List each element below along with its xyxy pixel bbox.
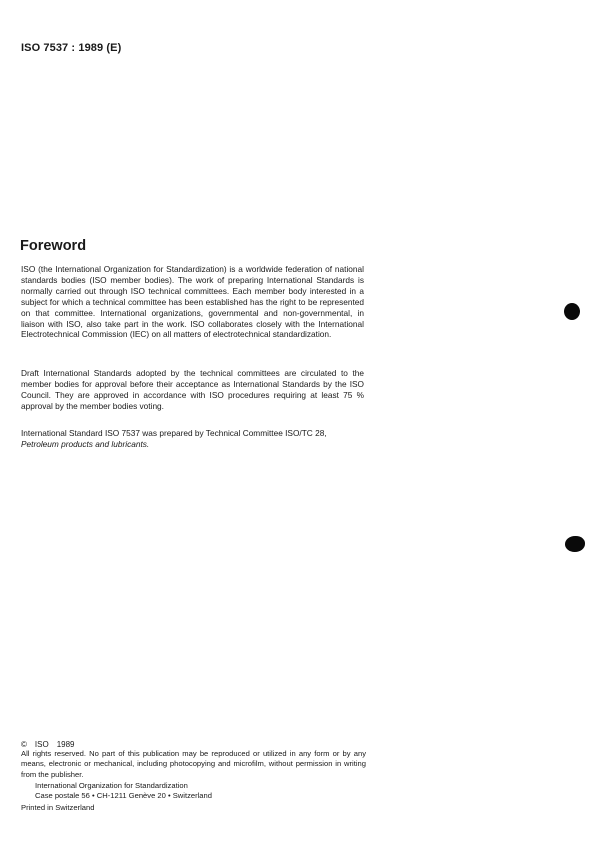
publisher-address bbox=[35, 781, 212, 802]
foreword-paragraph-1: ISO (the International Organization for Standardization) is a worldwide federation of national standards bodies (ISO member bodies). The work of preparing International Standards is normally carried out through ISO technical committees. Each member body interested in a subject for which a technical committee has been established has the right to be represented on that committee. International organizations, governmental and non-governmental, in liaison with ISO, also take part in the work. ISO collaborates closely with the International Electrotechnical Commission (IEC) on all matters of electrotechnical standardization. bbox=[21, 264, 364, 340]
document-id: ISO 7537 : 1989 (E) bbox=[21, 42, 122, 54]
printed-in: Printed in Switzerland bbox=[21, 803, 95, 812]
copyright-symbol: © bbox=[21, 740, 27, 749]
copyright-line bbox=[21, 740, 82, 749]
punch-hole-mark bbox=[564, 303, 580, 320]
committee-title: Petroleum products and lubricants. bbox=[21, 438, 150, 449]
foreword-paragraph-2: Draft International Standards adopted by the technical committees are circulated to the member bodies for approval before their acceptance as International Standards by the ISO Council. They are approved in accordance with ISO procedures requiring at least 75 % approval by the member bodies voting. bbox=[21, 368, 364, 411]
address-line-1: International Organization for Standardization bbox=[35, 781, 188, 790]
copyright-year: 1989 bbox=[56, 740, 75, 749]
copyright-org: ISO bbox=[34, 740, 49, 749]
punch-hole-mark bbox=[565, 536, 585, 552]
paragraph-3-lead: International Standard ISO 7537 was prepared by Technical Committee ISO/TC 28, bbox=[21, 428, 327, 438]
rights-notice: All rights reserved. No part of this publication may be reproduced or utilized in any form or by any means, electronic or mechanical, including photocopying and microfilm, without permission in writing from the publisher. bbox=[21, 749, 366, 779]
foreword-heading: Foreword bbox=[20, 238, 87, 254]
foreword-paragraph-3 bbox=[21, 428, 364, 450]
address-line-2: Case postale 56 • CH-1211 Genève 20 • Switzerland bbox=[35, 791, 212, 801]
